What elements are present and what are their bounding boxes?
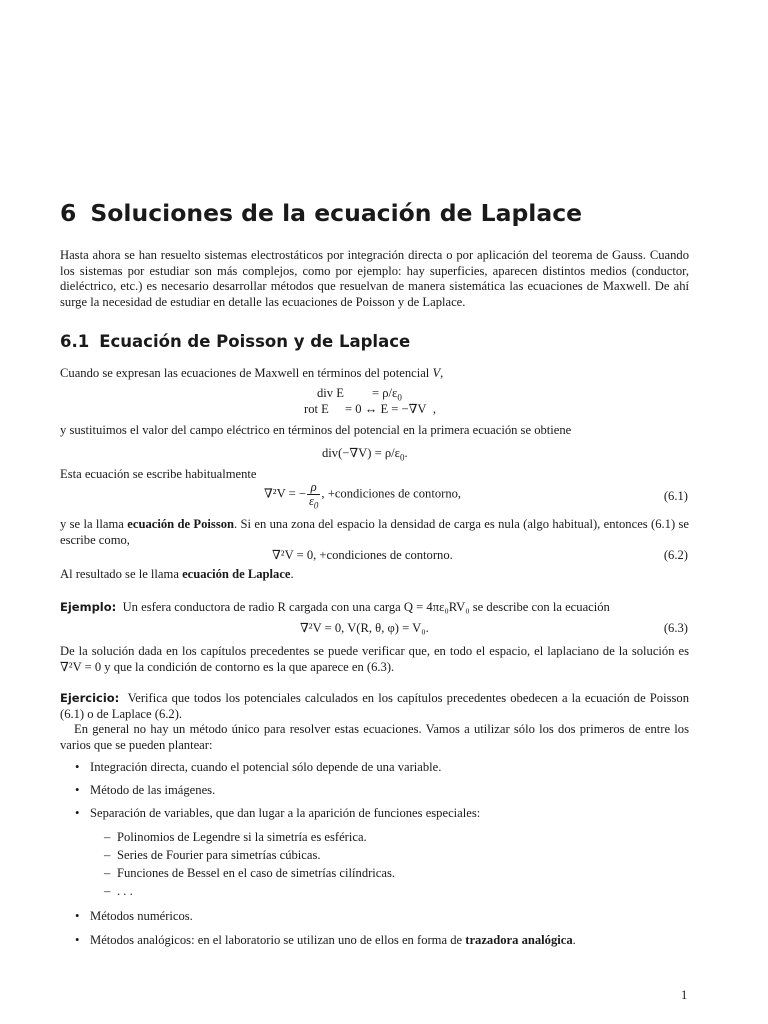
equation-label-6-2: (6.2) (663, 548, 688, 562)
paragraph-laplace: Al resultado se le llama ecuación de Laplace. (60, 567, 294, 581)
exercise-block (60, 691, 689, 722)
fraction-rho-epsilon: $\frac{\rho}{\varepsilon_0}$ (308, 480, 319, 511)
maxwell-row-2 (304, 402, 329, 418)
chapter-number: 6 (60, 199, 77, 227)
paragraph-maxwell-intro: Cuando se expresan las ecuaciones de Maxwell en términos del potencial V, (60, 366, 444, 380)
sub-list-item: – Series de Fourier para simetrías cúbicas. (104, 848, 321, 862)
list-item: • Método de las imágenes. (75, 783, 216, 797)
equation-div: $div(-\nabla V) = \rho/\varepsilon_0$. (322, 446, 408, 463)
chapter-heading (60, 196, 582, 230)
paragraph-methods-intro: En general no hay un método único para resolver estas ecuaciones. Vamos a utilizar sólo los dos primeros de entre los varios que se pueden plantear: (60, 722, 689, 752)
section-title: Ecuación de Poisson y de Laplace (99, 332, 411, 351)
sub-list-item: – Polinomios de Legendre si la simetría es esférica. (104, 830, 367, 844)
list-item: • Métodos analógicos: en el laboratorio se utilizan uno de ellos en forma de trazadora analógica. (75, 933, 576, 947)
sub-list-item: – . . . (104, 884, 133, 898)
section-heading (60, 330, 410, 354)
paragraph-usually: Esta ecuación se escribe habitualmente (60, 467, 257, 481)
chapter-title: Soluciones de la ecuación de Laplace (90, 199, 583, 227)
equation-6-1: ∇²V = − $\frac{\rho}{\varepsilon_0}$ , +condiciones de contorno, (264, 480, 462, 511)
equation-6-2: ∇²V = 0, +condiciones de contorno. (272, 548, 453, 562)
list-item: • Separación de variables, que dan lugar a la aparición de funciones especiales: (75, 806, 481, 820)
paragraph-substitute: y sustituimos el valor del campo eléctrico en términos del potencial en la primera ecuación se obtiene (60, 423, 572, 437)
term-trazadora: trazadora analógica (465, 933, 573, 947)
term-poisson: ecuación de Poisson (127, 517, 235, 531)
chapter-intro: Hasta ahora se han resuelto sistemas electrostáticos por integración directa o por aplicación del teorema de Gauss. Cuando los sistemas por estudiar son más complejos, como por ejemplo: hay superficies, aparecen distintos medios (conductor, dieléctrico, etc.) es necesario desarrollar métodos que resuelvan de manera sistemática las ecuaciones de Maxwell. De ahí surge la necesidad de estudiar en detalle las ecuaciones de Poisson y de Laplace. (60, 248, 689, 309)
section-number: 6.1 (60, 332, 90, 351)
equation-label-6-3: (6.3) (663, 621, 688, 635)
maxwell-row-2-lhs: rot E (304, 402, 329, 416)
example-block (60, 600, 689, 616)
maxwell-row-2-rhs: = 0 ↔ E = −∇V , (345, 402, 436, 416)
paragraph-poisson: y se la llama ecuación de Poisson. Si en una zona del espacio la densidad de carga es nula (algo habitual), entonces (6.1) se escribe como, (60, 517, 690, 547)
page-number: 1 (681, 988, 688, 1002)
list-item: • Métodos numéricos. (75, 909, 193, 923)
maxwell-row-1-rhs: = $\rho/\varepsilon_0$ (372, 386, 402, 403)
equation-6-3: ∇²V = 0, V(R, θ, φ) = V₀. (300, 621, 429, 635)
sub-list-item: – Funciones de Bessel en el caso de simetrías cilíndricas. (104, 866, 396, 880)
paragraph-verify: De la solución dada en los capítulos precedentes se puede verificar que, en todo el espacio, el laplaciano de la solución es ∇²V = 0 y que la condición de contorno es la que aparece en (6.3). (60, 644, 689, 674)
exercise-text: Verifica que todos los potenciales calculados en los capítulos precedentes obedecen a la ecuación de Poisson (6.1) o de Laplace (6.2). (60, 691, 689, 721)
equation-label-6-1: (6.1) (663, 489, 688, 503)
term-laplace: ecuación de Laplace (182, 567, 291, 581)
exercise-label: Ejercicio: (60, 691, 120, 705)
example-text: Un esfera conductora de radio R cargada con una carga Q = 4πε₀RV₀ se describe con la ecuación (122, 600, 610, 614)
example-label: Ejemplo: (60, 600, 117, 614)
maxwell-row-1 (317, 386, 344, 402)
list-item: • Integración directa, cuando el potencial sólo depende de una variable. (75, 760, 442, 774)
maxwell-row-1-lhs: div E (317, 386, 344, 400)
